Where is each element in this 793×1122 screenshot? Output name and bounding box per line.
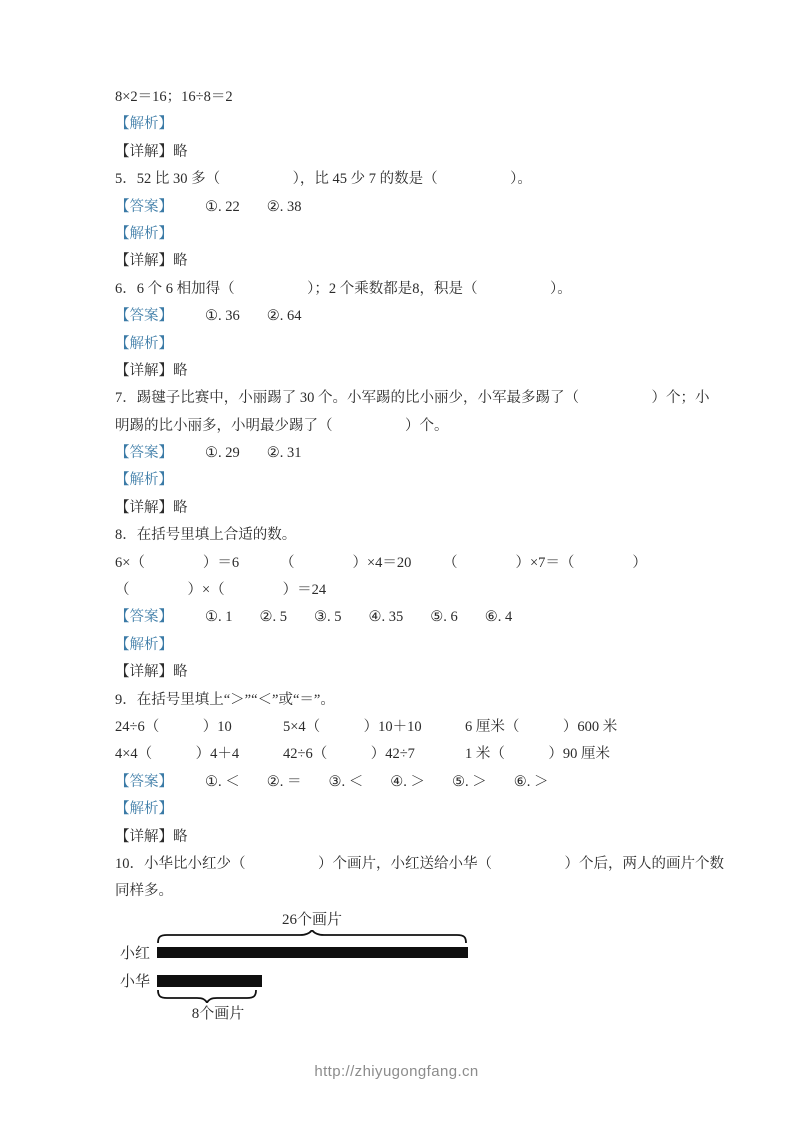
detail-line: 【详解】略 [115, 143, 188, 160]
q5-text: 5．52 比 30 多（ ），比 45 少 7 的数是（ ）。 [115, 171, 532, 188]
q8-stem: 8．在括号里填上合适的数。 [115, 527, 297, 544]
answer-item: ②. ＝ [266, 773, 302, 790]
q5-answer-row [115, 194, 680, 221]
analysis-label: 【解析】 [115, 801, 173, 818]
q4-answer-equations: 8×2＝16；16÷8＝2 [115, 89, 233, 105]
equation-blank: （ ）×4＝20 [280, 554, 412, 571]
q7-answer-row [115, 440, 680, 467]
answer-item: ⑥. ＞ [513, 773, 549, 790]
answer-item: ④. 35 [368, 609, 404, 626]
answer-item: ③. 5 [314, 609, 342, 626]
detail-line: 【详解】略 [115, 253, 188, 270]
top-brace-label: 26个画片 [281, 912, 342, 928]
xiaohong-bar [157, 947, 468, 958]
answer-label: 【答案】 [115, 445, 173, 462]
detail-line: 【详解】略 [115, 362, 188, 379]
comparison-blank: 24÷6（ ）10 [115, 718, 232, 735]
answer-label: 【答案】 [115, 198, 173, 215]
xiaohong-row-label: 小红 [120, 946, 151, 962]
over-brace-icon [157, 930, 467, 944]
analysis-label: 【解析】 [115, 636, 173, 653]
q6-answer-row [115, 303, 680, 330]
equation-blank: （ ）×7＝（ ） [443, 554, 647, 571]
q9-comparison-row2 [115, 741, 680, 768]
q9-comparison-row1 [115, 714, 680, 741]
comparison-blank: 4×4（ ）4＋4 [115, 746, 240, 763]
answer-item: ⑥. 4 [484, 609, 513, 626]
analysis-label: 【解析】 [115, 335, 173, 352]
answer-label: 【答案】 [115, 308, 173, 325]
answer-item: ④. ＞ [390, 773, 425, 790]
analysis-label: 【解析】 [115, 225, 173, 242]
xiaohua-bar [157, 975, 262, 987]
detail-line: 【详解】略 [115, 664, 188, 681]
q7-text-line2: 明踢的比小丽多，小明最少踢了（ ）个。 [115, 417, 449, 434]
q9-stem: 9．在括号里填上“＞”“＜”或“＝”。 [115, 691, 335, 708]
footer-url: http://zhiyugongfang.cn [314, 1063, 479, 1080]
comparison-blank: 1 米（ ）90 厘米 [465, 746, 610, 763]
answer-label: 【答案】 [115, 773, 173, 790]
answer-item: ①. 29 [205, 445, 240, 462]
q6-text: 6．6 个 6 相加得（ ）；2 个乘数都是8，积是（ ）。 [115, 280, 572, 297]
answer-item: ①. 36 [205, 308, 240, 325]
analysis-label: 【解析】 [115, 472, 173, 489]
q8-answer-row [115, 604, 680, 631]
xiaohua-row-label: 小华 [120, 974, 151, 990]
comparison-blank: 6 厘米（ ）600 米 [465, 718, 618, 735]
answer-item: ①. 22 [205, 198, 240, 215]
q10-tape-diagram [115, 906, 680, 1026]
answer-item: ②. 38 [266, 198, 302, 215]
q9-answer-row [115, 769, 680, 796]
answer-item: ①. ＜ [205, 773, 240, 790]
q7-text-line1: 7．踢毽子比赛中，小丽踢了 30 个。小军踢的比小丽少，小军最多踢了（ ）个；小 [115, 390, 710, 407]
answer-label: 【答案】 [115, 609, 173, 626]
answer-item: ①. 1 [205, 609, 233, 626]
equation-blank: 6×（ ）＝6 [115, 554, 240, 571]
q10-text-line2: 同样多。 [115, 883, 173, 900]
analysis-label: 【解析】 [115, 116, 173, 133]
comparison-blank: 5×4（ ）10＋10 [283, 718, 422, 735]
answer-item: ②. 31 [266, 445, 302, 462]
q10-text-line1: 10．小华比小红少（ ）个画片，小红送给小华（ ）个后，两人的画片个数 [115, 855, 724, 872]
comparison-blank: 42÷6（ ）42÷7 [283, 746, 415, 763]
q8-equation-row2: （ ）×（ ）＝24 [115, 582, 327, 599]
document-body [115, 84, 724, 906]
bottom-brace-label: 8个画片 [191, 1006, 245, 1022]
answer-item: ②. 64 [266, 308, 302, 325]
answer-item: ⑤. ＞ [452, 773, 487, 790]
answer-item: ⑤. 6 [430, 609, 458, 626]
q8-equation-row1 [115, 550, 680, 577]
answer-item: ②. 5 [259, 609, 287, 626]
answer-item: ③. ＜ [328, 773, 364, 790]
detail-line: 【详解】略 [115, 499, 188, 516]
detail-line: 【详解】略 [115, 828, 188, 845]
